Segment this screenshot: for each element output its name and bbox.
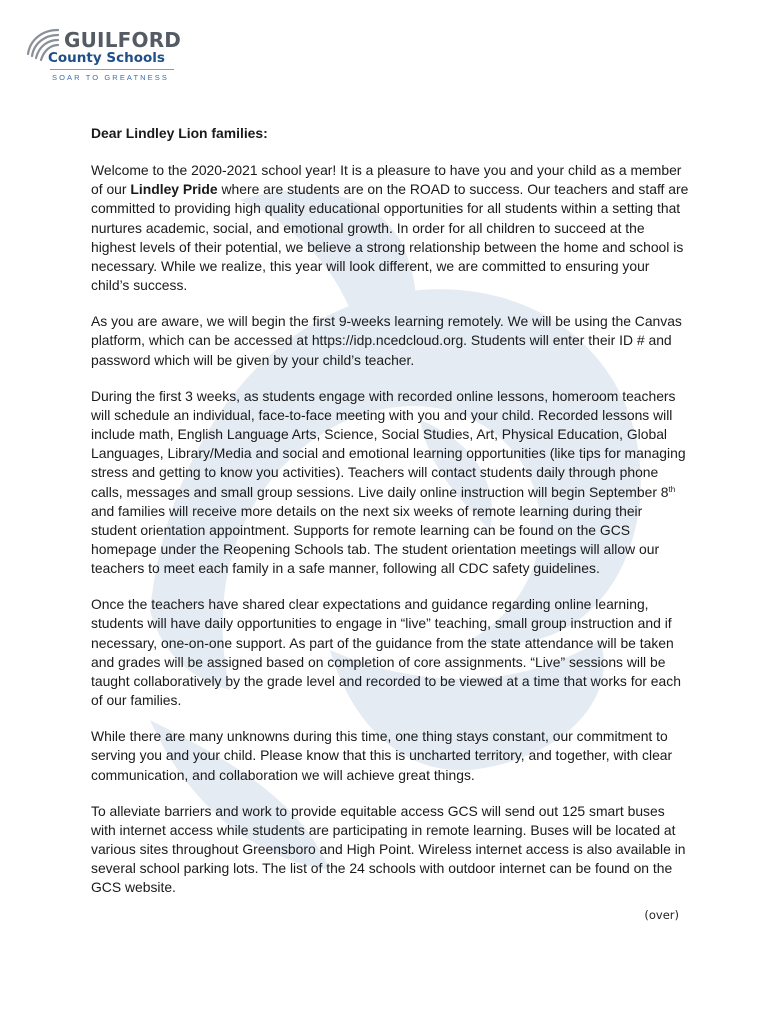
paragraph-welcome-text-b: where are students are on the ROAD to success. Our teachers and staff are committed to providing high quality educational opportunities for all students within a setting that nurtures academic, social, and emotional growth. In order for all children to succeed at the highest levels of their potential, we believe a strong relationship between the home and school is necessary. While we realize, this year will look different, we are committed to ensuring your child’s success. <box>91 181 689 294</box>
greeting: Dear Lindley Lion families: <box>91 125 268 141</box>
page-continued-note: (over) <box>644 908 679 922</box>
paragraph-first-weeks-text-b: and families will receive more details on the next six weeks of remote learning during their student orientation appointment. Supports for remote learning can be found on the GCS homepage under the Reopening Schools tab. The student orientation meetings will allow our teachers to meet each family in a safe manner, following all CDC safety guidelines. <box>91 502 660 577</box>
paragraph-welcome-text-a: Welcome to the 2020-2021 school year! It is a pleasure to have you and your child as a member of our <box>91 162 682 198</box>
paragraph-expectations: Once the teachers have shared clear expectations and guidance regarding online learning, students will have daily opportunities to engage in “live” teaching, small group instruction and if necessary, one-on-one support. As part of the guidance from the state attendance will be taken and grades will be assigned based on completion of core assignments. “Live” sessions will be taught collaboratively by the grade level and recorded to be viewed at a time that works for each of our families. <box>91 596 681 709</box>
ordinal-suffix: th <box>668 484 676 494</box>
paragraph-welcome <box>91 161 691 295</box>
logo-tagline: SOAR TO GREATNESS <box>52 73 169 82</box>
paragraph-commitment: While there are many unknowns during this time, one thing stays constant, our commitment to serving you and your child. Please know that this is uncharted territory, and together, with clear communication, and collaboration we will achieve great things. <box>91 728 673 783</box>
paragraph-first-weeks <box>91 387 691 579</box>
paragraph-first-weeks-text-a: During the first 3 weeks, as students engage with recorded online lessons, homeroom teachers will schedule an individual, face-to-face meeting with you and your child. Recorded lessons will include math, English Language Arts, Science, Social Studies, Art, Physical Education, Global Languages, Library/Media and social and emotional learning opportunities (like tips for managing stress and getting to know you activities). Teachers will contact students daily through phone calls, messages and small group sessions. Live daily online instruction will begin September 8 <box>91 387 686 500</box>
letter-body <box>91 124 691 914</box>
lindley-pride-bold: Lindley Pride <box>130 181 218 198</box>
logo-title: GUILFORD <box>64 28 182 52</box>
paragraph-remote-learning: As you are aware, we will begin the first 9-weeks learning remotely. We will be using the Canvas platform, which can be accessed at https://idp.ncedcloud.org. Students will enter their ID # and password which will be given by your child’s teacher. <box>91 313 682 368</box>
guilford-county-schools-logo <box>24 22 184 88</box>
logo-subtitle: County Schools <box>48 50 165 66</box>
paragraph-internet-access: To alleviate barriers and work to provide equitable access GCS will send out 125 smart buses with internet access while students are participating in remote learning. Buses will be located at various sites throughout Greensboro and High Point. Wireless internet access is also available in several school parking lots. The list of the 24 schools with outdoor internet can be found on the GCS website. <box>91 802 686 896</box>
logo-divider <box>50 69 174 70</box>
